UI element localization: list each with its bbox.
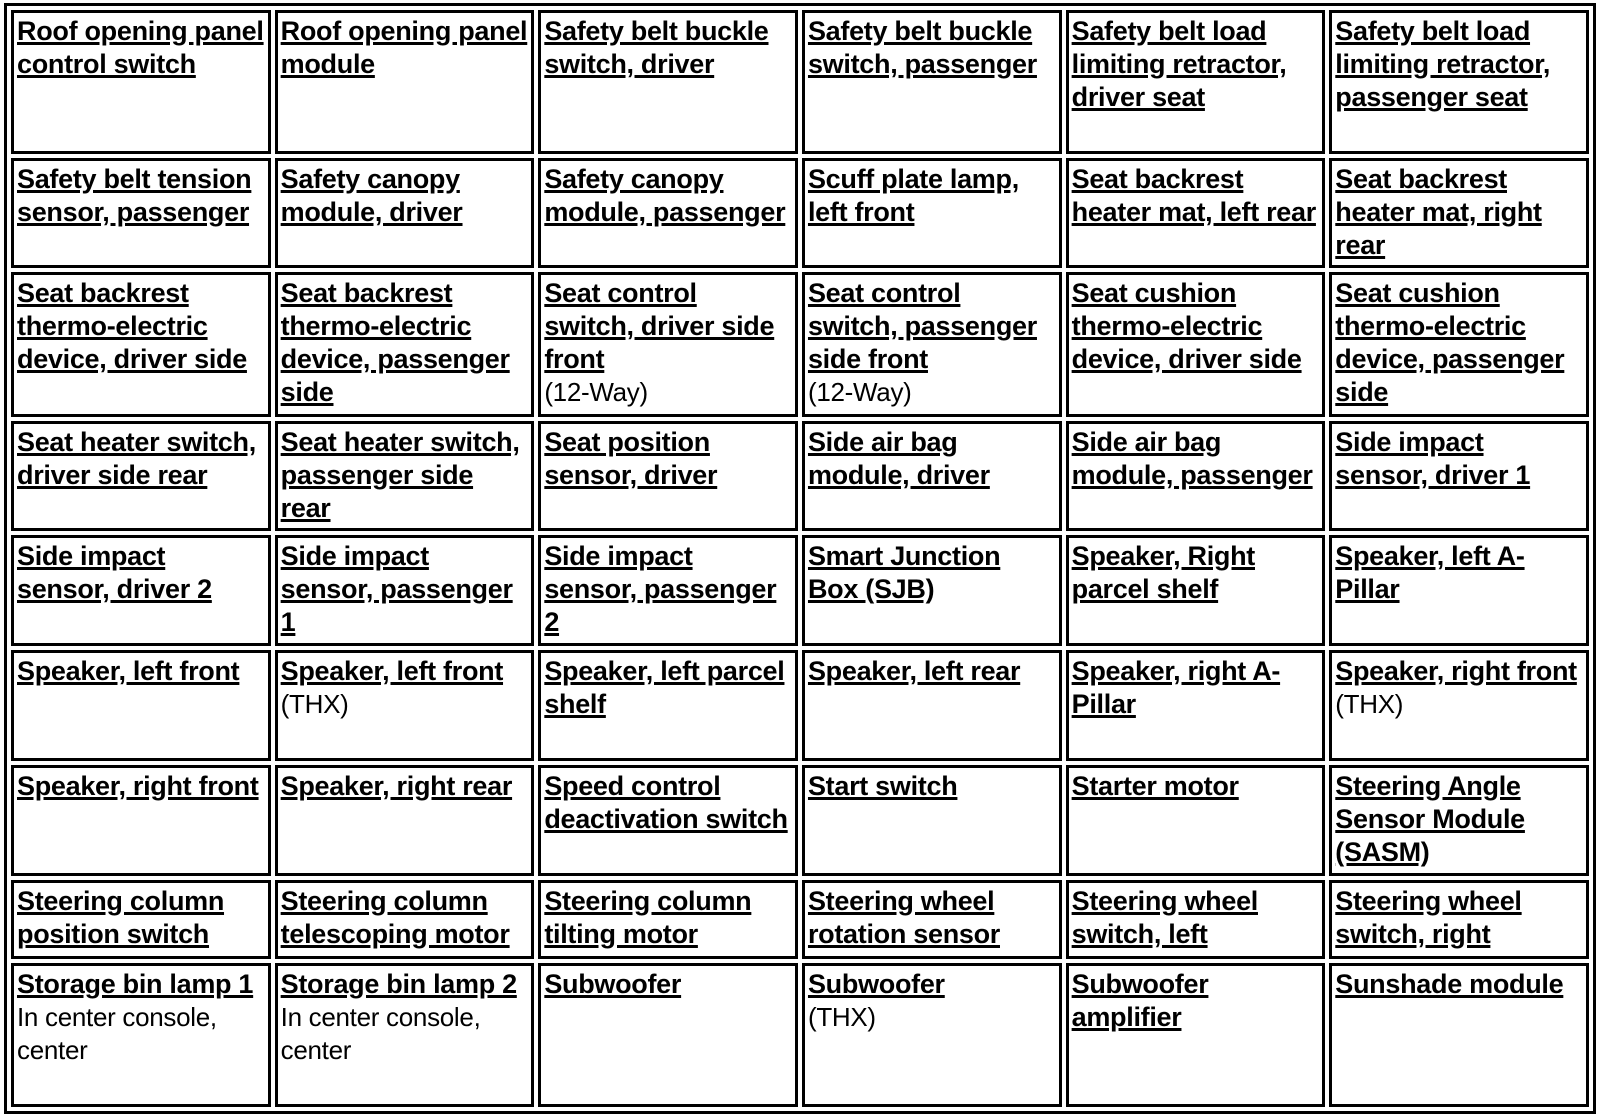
table-cell [538,535,798,646]
table-cell [538,963,798,1107]
component-link[interactable]: Seat backrest heater mat, left rear [1071,164,1316,227]
table-cell [538,272,798,417]
table-cell [1066,10,1326,154]
component-link[interactable]: Speed control deactivation switch [544,771,788,834]
component-link[interactable]: Safety canopy module, driver [280,164,463,227]
component-link[interactable]: Speaker, right front [17,771,259,801]
component-link[interactable]: Seat cushion thermo-electric device, passenger side [1335,278,1565,407]
table-cell [1066,272,1326,417]
table-cell [11,765,271,876]
table-cell [802,272,1062,417]
component-link[interactable]: Speaker, right A-Pillar [1071,656,1281,719]
table-cell [538,10,798,154]
component-link[interactable]: Seat heater switch, passenger side rear [280,427,520,523]
component-link[interactable]: Speaker, left A-Pillar [1335,541,1525,604]
table-row [11,421,1589,531]
table-cell [11,421,271,531]
component-link[interactable]: Speaker, Right parcel shelf [1071,541,1255,604]
component-link[interactable]: Starter motor [1071,771,1239,801]
table-cell [275,765,535,876]
component-link[interactable]: Steering wheel switch, right [1335,886,1522,949]
component-link[interactable]: Safety belt load limiting retractor, passenger seat [1335,16,1551,112]
component-link[interactable]: Side impact sensor, passenger 2 [544,541,777,637]
table-cell [1066,535,1326,646]
table-cell [275,10,535,154]
component-link[interactable]: Subwoofer [807,969,945,999]
table-cell [1066,421,1326,531]
table-cell [538,650,798,761]
component-link[interactable]: Safety belt buckle switch, driver [544,16,769,79]
table-cell [802,880,1062,959]
component-link[interactable]: Steering Angle Sensor Module (SASM) [1335,771,1525,867]
component-link[interactable]: Scuff plate lamp, left front [807,164,1019,227]
table-cell [802,158,1062,268]
component-link[interactable]: Safety belt load limiting retractor, driver seat [1071,16,1287,112]
table-cell [11,650,271,761]
table-cell [11,10,271,154]
table-cell [1329,10,1589,154]
table-cell [275,535,535,646]
table-cell [1329,963,1589,1107]
component-link[interactable]: Roof opening panel control switch [17,16,264,79]
component-link[interactable]: Smart Junction Box (SJB) [807,541,1001,604]
table-cell [11,963,271,1107]
component-link[interactable]: Side impact sensor, driver 1 [1335,427,1531,490]
component-link[interactable]: Side air bag module, passenger [1071,427,1313,490]
table-cell [538,765,798,876]
table-row [11,765,1589,876]
table-cell [802,10,1062,154]
component-link[interactable]: Seat position sensor, driver [544,427,718,490]
table-cell [275,963,535,1107]
component-note: (THX) [807,1002,876,1032]
component-link[interactable]: Sunshade module [1335,969,1564,999]
table-row [11,10,1589,154]
table-cell [538,421,798,531]
table-cell [1329,880,1589,959]
component-note: In center console, center [17,1002,217,1065]
component-link[interactable]: Seat control switch, driver side front [544,278,775,374]
table-cell [1066,650,1326,761]
table-cell [1066,963,1326,1107]
component-note: (12-Way) [544,377,648,407]
table-cell [1329,272,1589,417]
component-link[interactable]: Storage bin lamp 2 [280,969,517,999]
table-cell [11,158,271,268]
table-cell [275,272,535,417]
table-cell [1066,880,1326,959]
table-cell [802,963,1062,1107]
table-row [11,535,1589,646]
component-link[interactable]: Speaker, left rear [807,656,1021,686]
component-link[interactable]: Steering wheel switch, left [1071,886,1258,949]
component-link[interactable]: Seat control switch, passenger side front [807,278,1037,374]
component-note: In center console, center [280,1002,481,1065]
table-cell [275,158,535,268]
component-link[interactable]: Speaker, right rear [280,771,513,801]
component-link[interactable]: Speaker, left front [280,656,504,686]
component-link[interactable]: Side impact sensor, driver 2 [17,541,212,604]
table-cell [1066,158,1326,268]
component-link[interactable]: Seat backrest thermo-electric device, passenger side [280,278,510,407]
table-row [11,272,1589,417]
table-cell [538,158,798,268]
component-link[interactable]: Speaker, left parcel shelf [544,656,785,719]
table-cell [11,880,271,959]
table-row [11,158,1589,268]
table-cell [802,535,1062,646]
component-link[interactable]: Side impact sensor, passenger 1 [280,541,513,637]
table-cell [11,535,271,646]
component-link[interactable]: Steering column position switch [17,886,225,949]
table-cell [11,272,271,417]
component-link[interactable]: Safety belt tension sensor, passenger [17,164,252,227]
table-row [11,880,1589,959]
component-link[interactable]: Safety belt buckle switch, passenger [807,16,1037,79]
component-link[interactable]: Seat backrest heater mat, right rear [1335,164,1542,260]
component-link[interactable]: Seat cushion thermo-electric device, driver side [1071,278,1302,374]
component-index-body [11,10,1589,1107]
component-link[interactable]: Subwoofer amplifier [1071,969,1209,1032]
component-link[interactable]: Speaker, left front [17,656,240,686]
table-row [11,650,1589,761]
table-cell [802,765,1062,876]
component-link[interactable]: Storage bin lamp 1 [17,969,254,999]
component-note: (THX) [1335,689,1404,719]
component-link[interactable]: Safety canopy module, passenger [544,164,786,227]
table-cell [1329,765,1589,876]
table-cell [1329,650,1589,761]
table-cell [1329,535,1589,646]
component-note: (12-Way) [807,377,912,407]
table-row [11,963,1589,1107]
component-link[interactable]: Steering column tilting motor [544,886,752,949]
table-cell [802,650,1062,761]
table-cell [275,880,535,959]
component-link[interactable]: Speaker, right front [1335,656,1577,686]
table-cell [802,421,1062,531]
table-cell [1329,421,1589,531]
table-cell [538,880,798,959]
table-cell [275,421,535,531]
table-cell [1329,158,1589,268]
component-link[interactable]: Side air bag module, driver [807,427,990,490]
component-link[interactable]: Seat heater switch, driver side rear [17,427,256,490]
component-link[interactable]: Steering column telescoping motor [280,886,510,949]
component-link[interactable]: Start switch [807,771,958,801]
component-link[interactable]: Roof opening panel module [280,16,528,79]
component-index-table [4,3,1596,1114]
component-link[interactable]: Subwoofer [544,969,682,999]
component-note: (THX) [280,689,349,719]
component-link[interactable]: Steering wheel rotation sensor [807,886,1000,949]
table-cell [1066,765,1326,876]
table-cell [275,650,535,761]
component-link[interactable]: Seat backrest thermo-electric device, driver side [17,278,247,374]
